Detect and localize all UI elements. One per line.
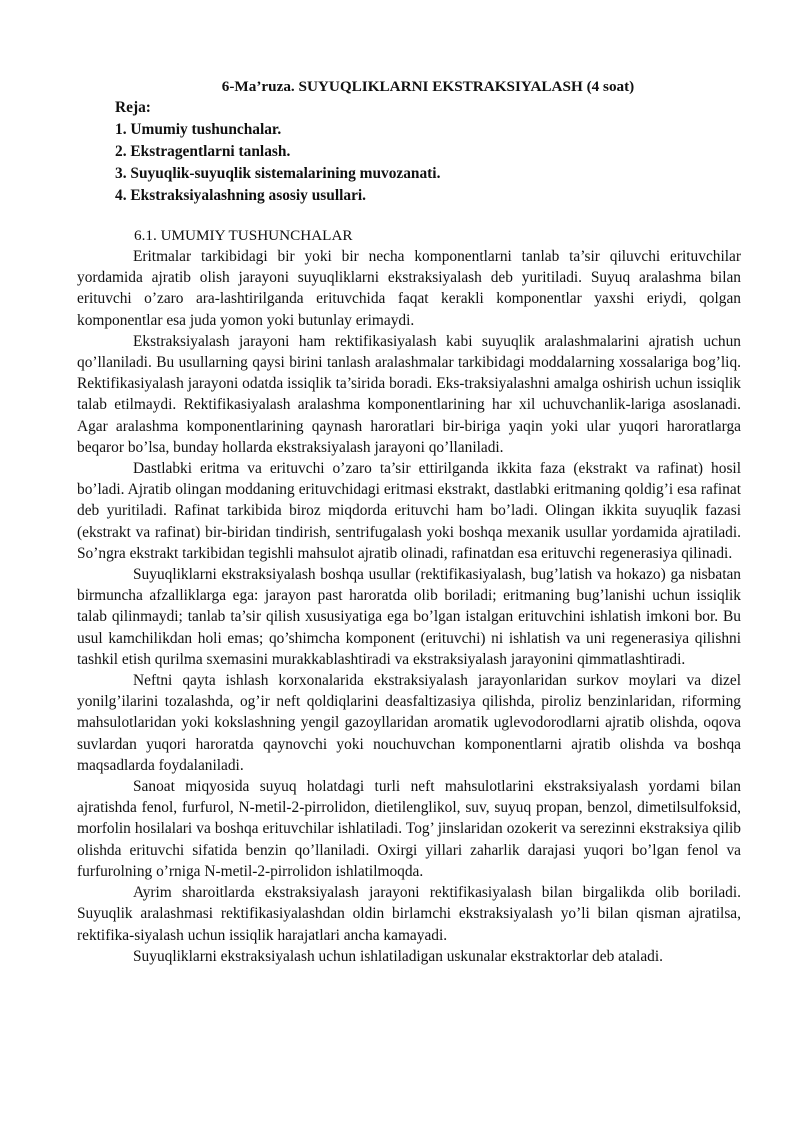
plan-item: 4. Ekstraksiyalashning asosiy usullari. xyxy=(115,187,367,204)
paragraph: Eritmalar tarkibidagi bir yoki bir necha komponentlarni tanlab ta’sir qiluvchi erituvchilar yordamida ajratib olish jarayoni suyuqliklarni ekstraksiyalash deb yuritiladi. Suyuq aralashma bilan erituvchi o’zaro ara-lashtirilganda erituvchida faqat kerakli komponentlar yaxshi eriydi, qolgan komponentlar esa juda yomon yoki butunlay erimaydi. xyxy=(77,248,741,329)
plan-heading: Reja: xyxy=(115,99,151,116)
section-heading: 6.1. UMUMIY TUSHUNCHALAR xyxy=(134,227,353,244)
paragraph: Dastlabki eritma va erituvchi o’zaro ta’sir ettirilganda ikkita faza (ekstrakt va rafinat) hosil bo’ladi. Ajratib olingan moddaning erituvchidagi eritmasi ekstrakt, dastlabki eritmaning qoldig’i esa rafinat deb yuritiladi. Rafinat tarkibida biroz miqdorda erituvchi ham bo’ladi. Olingan ikkita suyuqlik fazasi (ekstrakt va rafinat) bir-biridan tindirish, sentrifugalash yoki boshqa mexanik usullar yordamida ajratiladi. So’ngra ekstrakt tarkibidan tegishli mahsulot ajratib olinadi, rafinatdan esa erituvchi regenerasiya qilinadi. xyxy=(77,460,741,562)
paragraph: Neftni qayta ishlash korxonalarida ekstraksiyalash jarayonlaridan surkov moylari va dizel yonilg’ilarini tozalashda, og’ir neft qoldiqlarini deasfaltizasiya qilishda, piroliz benzinlaridan, riforming mahsulotlaridan yoki kokslashning yengil gazoyllaridan aromatik uglevodorodlarni ajratib olishda, oqova suvlardan yuqori haroratda qaynovchi yoki nouchuvchan komponentlarni ajratib olishda va boshqa maqsadlarda foydalaniladi. xyxy=(77,672,741,774)
paragraph: Ekstraksiyalash jarayoni ham rektifikasiyalash kabi suyuqlik aralashmalarini ajratish uchun qo’llaniladi. Bu usullarning qaysi birini tanlash aralashmalar tarkibidagi moddalarning xossalariga bog’liq. Rektifikasiyalash jarayoni odatda issiqlik ta’sirida boradi. Eks-traksiyalashni amalga oshirish uchun issiqlik talab etilmaydi. Rektifikasiyalash aralashma komponentlarining har xil uchuvchanlik-lariga asoslanadi. Agar aralashma komponentlarining qaynash haroratlari bir-biriga yaqin yoki ular yuqori haroratlarga beqaror bo’lsa, bunday hollarda ekstraksiyalash jarayoni qo’llaniladi. xyxy=(77,332,741,456)
plan-item: 1. Umumiy tushunchalar. xyxy=(115,121,282,138)
paragraph: Suyuqliklarni ekstraksiyalash uchun ishlatiladigan uskunalar ekstraktorlar deb ataladi. xyxy=(133,947,663,965)
lecture-title: 6-Ma’ruza. SUYUQLIKLARNI EKSTRAKSIYALASH (4 soat) xyxy=(221,78,635,95)
paragraph: Suyuqliklarni ekstraksiyalash boshqa usullar (rektifikasiyalash, bug’latish va hokazo) ga nisbatan birmuncha afzalliklarga ega: jarayon past haroratda olib boriladi; eritmaning bug’lanishi uchun issiqlik talab qilinmaydi; tanlab ta’sir qilish xususiyatiga ega bo’lgan istalgan erituvchini ishlatish imkoni bor. Bu usul kamchilikdan holi emas; qo’shimcha komponent (erituvchi) ni ishlatish va uni regenerasiya qilishni tashkil etish qurilma sxemasini murakkablashtiradi va ekstraksiyalash jarayonini qimmatlashtiradi. xyxy=(77,566,741,668)
body-text xyxy=(77,246,741,967)
plan-item: 3. Suyuqlik-suyuqlik sistemalarining muvozanati. xyxy=(115,165,441,182)
plan-item: 2. Ekstragentlarni tanlash. xyxy=(115,143,291,160)
paragraph: Sanoat miqyosida suyuq holatdagi turli neft mahsulotlarini ekstraksiyalash yordami bilan ajratishda fenol, furfurol, N-metil-2-pirrolidon, dietilenglikol, suv, suyuq propan, benzol, dimetilsulfoksid, morfolin hosilalari va boshqa erituvchilar ishlatiladi. Tog’ jinslaridan ozokerit va serezinni ekstraksiya qilib olishda erituvchi sifatida benzin qo’llaniladi. Oxirgi yillari zaharlik darajasi yuqori bo’lgan fenol va furfurolning o’rniga N-metil-2-pirrolidon ishlatilmoqda. xyxy=(77,778,741,880)
paragraph: Ayrim sharoitlarda ekstraksiyalash jarayoni rektifikasiyalash bilan birgalikda olib boriladi. Suyuqlik aralashmasi rektifikasiyalashdan oldin birlamchi ekstraksiyalash yo’li bilan qisman ajratilsa, rektifika-siyalash uchun issiqlik harajatlari ancha kamayadi. xyxy=(77,884,741,944)
lecture-plan xyxy=(115,97,440,207)
